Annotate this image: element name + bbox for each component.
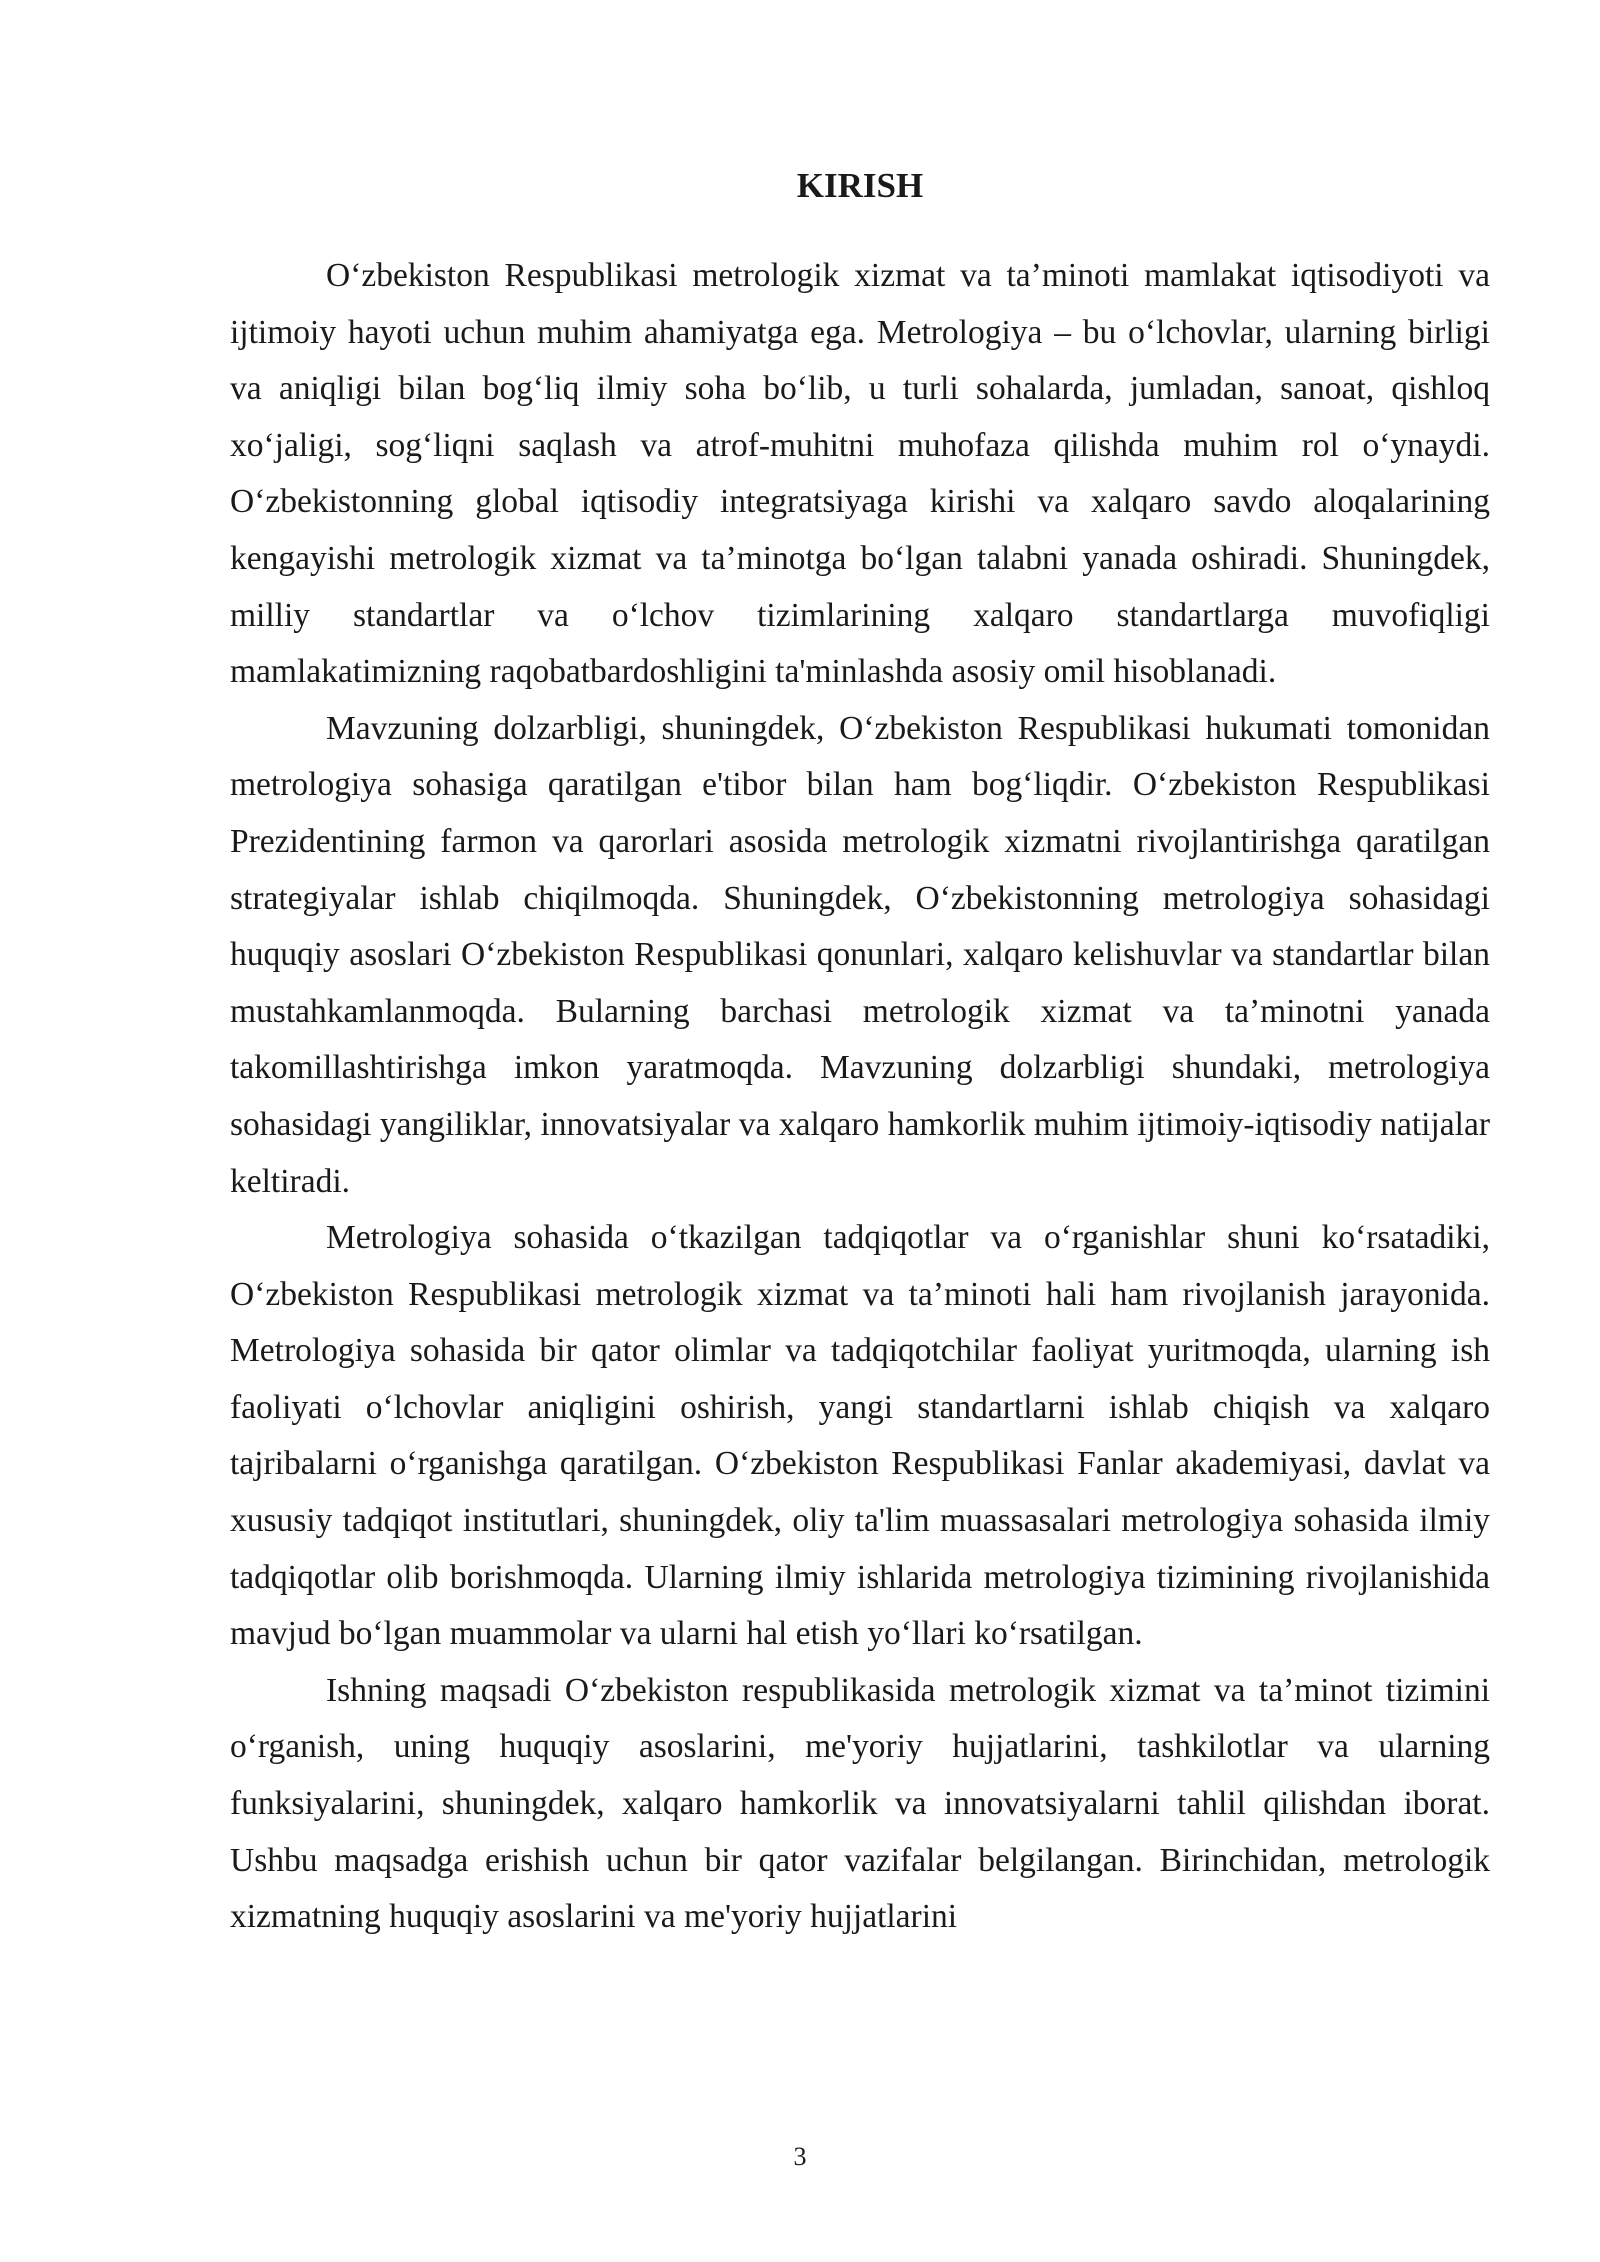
page-number: 3: [793, 2142, 807, 2171]
paragraph-1: O‘zbekiston Respublikasi metrologik xizmat va ta’minoti mamlakat iqtisodiyoti va ijtimoiy hayoti uchun muhim ahamiyatga ega. Metrologiya – bu o‘lchovlar, ularning birligi va aniqligi bilan bog‘liq ilmiy soha bo‘lib, u turli sohalarda, jumladan, sanoat, qishloq xo‘jaligi, sog‘liqni saqlash va atrof-muhitni muhofaza qilishda muhim rol o‘ynaydi. O‘zbekistonning global iqtisodiy integratsiyaga kirishi va xalqaro savdo aloqalarining kengayishi metrologik xizmat va ta’minotga bo‘lgan talabni yanada oshiradi. Shuningdek, milliy standartlar va o‘lchov tizimlarining xalqaro standartlarga muvofiqligi mamlakatimizning raqobatbardoshligini ta'minlashda asosiy omil hisoblanadi.: [230, 257, 1490, 691]
paragraph-2: Mavzuning dolzarbligi, shuningdek, O‘zbekiston Respublikasi hukumati tomonidan metrologiya sohasiga qaratilgan e'tibor bilan ham bog‘liqdir. O‘zbekiston Respublikasi Prezidentining farmon va qarorlari asosida metrologik xizmatni rivojlantirishga qaratilgan strategiyalar ishlab chiqilmoqda. Shuningdek, O‘zbekistonning metrologiya sohasidagi huquqiy asoslari O‘zbekiston Respublikasi qonunlari, xalqaro kelishuvlar va standartlar bilan mustahkamlanmoqda. Bularning barchasi metrologik xizmat va ta’minotni yanada takomillashtirishga imkon yaratmoqda. Mavzuning dolzarbligi shundaki, metrologiya sohasidagi yangiliklar, innovatsiyalar va xalqaro hamkorlik muhim ijtimoiy-iqtisodiy natijalar keltiradi.: [230, 709, 1490, 1200]
paragraph-3: Metrologiya sohasida o‘tkazilgan tadqiqotlar va o‘rganishlar shuni ko‘rsatadiki, O‘zbekiston Respublikasi metrologik xizmat va ta’minoti hali ham rivojlanish jarayonida. Metrologiya sohasida bir qator olimlar va tadqiqotchilar faoliyat yuritmoqda, ularning ish faoliyati o‘lchovlar aniqligini oshirish, yangi standartlarni ishlab chiqish va xalqaro tajribalarni o‘rganishga qaratilgan. O‘zbekiston Respublikasi Fanlar akademiyasi, davlat va xususiy tadqiqot institutlari, shuningdek, oliy ta'lim muassasalari metrologiya sohasida ilmiy tadqiqotlar olib borishmoqda. Ularning ilmiy ishlarida metrologiya tizimining rivojlanishida mavjud bo‘lgan muammolar va ularni hal etish yo‘llari ko‘rsatilgan.: [230, 1219, 1490, 1653]
body-text: [230, 248, 1490, 1946]
paragraph-4: Ishning maqsadi O‘zbekiston respublikasida metrologik xizmat va ta’minot tizimini o‘rganish, uning huquqiy asoslarini, me'yoriy hujjatlarini, tashkilotlar va ularning funksiyalarini, shuningdek, xalqaro hamkorlik va innovatsiyalarni tahlil qilishdan iborat. Ushbu maqsadga erishish uchun bir qator vazifalar belgilangan. Birinchidan, metrologik xizmatning huquqiy asoslarini va me'yoriy hujjatlarini: [230, 1671, 1490, 1936]
section-heading: KIRISH: [796, 166, 924, 205]
